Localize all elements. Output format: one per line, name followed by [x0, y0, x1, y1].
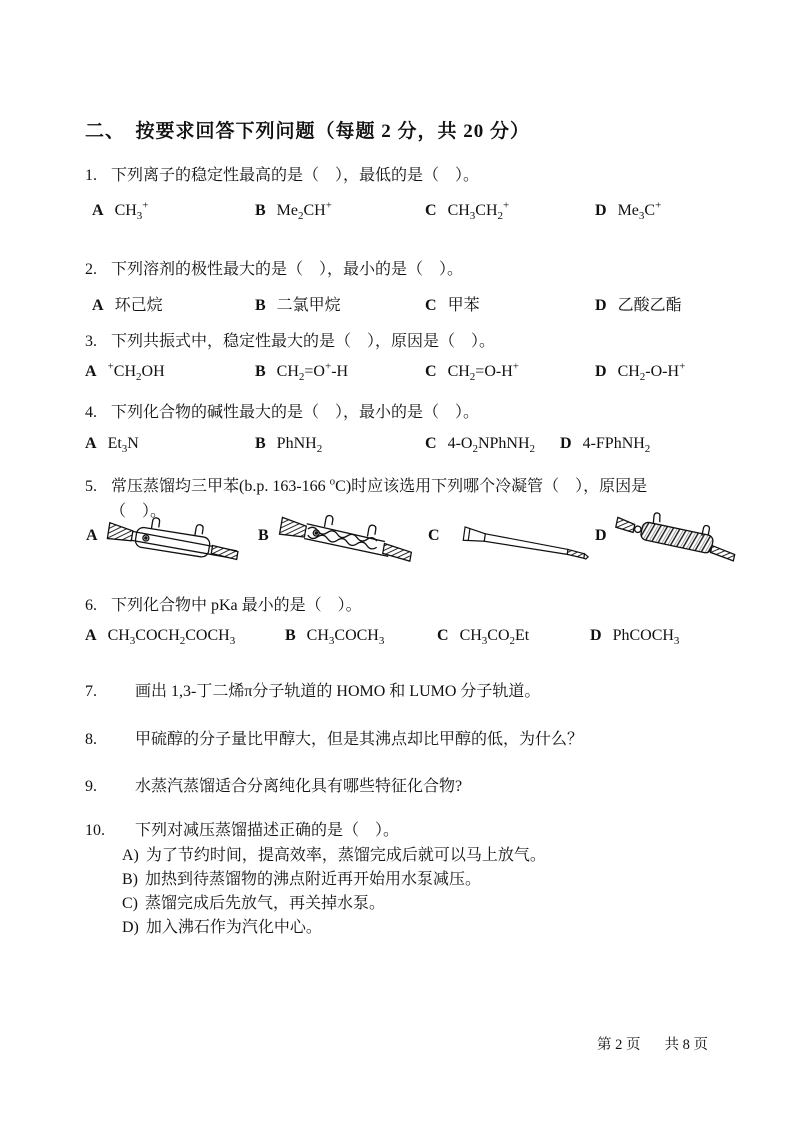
option-b	[255, 199, 332, 223]
question-10-option-d	[122, 914, 322, 937]
option-c-label: C	[425, 297, 437, 314]
option-c	[425, 435, 536, 456]
option-a	[85, 435, 139, 456]
question-7-number: 7.	[85, 683, 97, 700]
option-d-value: 乙酸乙酯	[617, 297, 682, 314]
option-b-label: B	[255, 297, 266, 314]
option-d	[560, 435, 651, 456]
option-c-label: C	[425, 202, 437, 219]
question-6-text: 下列化合物中 pKa 最小的是（ ）。	[111, 597, 362, 614]
option-a-value: $CH_3^+$	[114, 199, 149, 223]
option-b-value: PhNH$_2$	[276, 435, 323, 456]
question-4-text: 下列化合物的碱性最大的是（ ），最小的是（ ）。	[111, 404, 480, 421]
total-pages: 共 8 页	[664, 1037, 708, 1053]
option-a	[85, 627, 236, 648]
air-condenser-image	[454, 518, 590, 576]
option-b-text: 加热到待蒸馏物的沸点附近再开始用水泵减压。	[145, 871, 482, 888]
option-c	[425, 199, 510, 223]
question-9	[85, 773, 462, 796]
question-1-text: 下列离子的稳定性最高的是（ ），最低的是（ ）。	[111, 167, 480, 184]
option-d	[595, 360, 686, 384]
question-6-number: 6.	[85, 597, 97, 614]
question-7	[85, 678, 540, 701]
option-a-value: $CH_3COCH_2COCH_3$	[107, 627, 236, 648]
question-6	[85, 592, 362, 615]
page-footer	[597, 1033, 732, 1054]
allihn-condenser-image	[276, 512, 418, 576]
question-5-number: 5.	[85, 478, 97, 495]
option-b-value: $CH_3COCH_3$	[306, 627, 385, 648]
question-6-options	[85, 627, 745, 653]
option-c-marker: C)	[122, 895, 138, 912]
option-a-label: A	[85, 363, 97, 380]
option-b-value: $CH_2=O^+-H$	[276, 360, 349, 384]
option-a	[92, 292, 163, 315]
question-1	[85, 162, 479, 185]
question-9-text: 水蒸汽蒸馏适合分离纯化具有哪些特征化合物?	[135, 778, 463, 795]
option-b-value: $Me_2CH^+$	[276, 199, 332, 223]
option-a	[85, 360, 165, 384]
section-title: 二、 按要求回答下列问题（每题 2 分，共 20 分）	[85, 121, 531, 142]
question-10	[85, 817, 399, 840]
option-d-label: D	[595, 363, 607, 380]
option-b-label: B	[255, 363, 266, 380]
option-d	[590, 627, 680, 648]
option-b	[255, 360, 349, 384]
option-c-label: C	[425, 435, 437, 452]
option-d-text: 加入沸石作为汽化中心。	[145, 919, 322, 936]
question-4	[85, 399, 479, 422]
option-b-marker: B)	[122, 871, 138, 888]
question-4-options	[85, 435, 745, 461]
option-d-label: D	[595, 202, 607, 219]
question-7-text: 画出 1,3-丁二烯π分子轨道的 HOMO 和 LUMO 分子轨道。	[135, 683, 541, 700]
graham-condenser-image	[612, 512, 740, 576]
option-d	[595, 292, 682, 315]
question-10-text: 下列对减压蒸馏描述正确的是（ ）。	[135, 822, 400, 839]
option-a-label: A	[85, 435, 97, 452]
option-a-label: A	[92, 202, 104, 219]
condenser-b-label: B	[258, 527, 269, 544]
option-d-label: D	[560, 435, 572, 452]
option-c-value: $CH_2=O-H^+$	[447, 360, 519, 384]
question-5-text: 常压蒸馏均三甲苯(b.p. 163-166 $^o$C)时应该选用下列哪个冷凝管（ ），原因是	[111, 475, 648, 495]
option-d-value: $CH_2-O-H^+$	[617, 360, 686, 384]
question-2-number: 2.	[85, 261, 97, 278]
option-c	[425, 360, 519, 384]
question-3-text: 下列共振式中，稳定性最大的是（ ），原因是（ ）。	[111, 333, 496, 350]
option-d	[595, 199, 662, 223]
question-9-number: 9.	[85, 778, 97, 795]
question-8-text: 甲硫醇的分子量比甲醇大，但是其沸点却比甲醇的低，为什么？	[135, 731, 584, 748]
option-d-marker: D)	[122, 919, 139, 936]
question-3	[85, 328, 495, 351]
option-b-value: 二氯甲烷	[276, 297, 341, 314]
liebig-condenser-image	[104, 516, 244, 578]
option-d-value: $Me_3C^+$	[617, 199, 662, 223]
question-2-options	[85, 292, 745, 318]
option-d-label: D	[595, 297, 607, 314]
condenser-a-label: A	[86, 527, 98, 544]
option-c-value: $4-O_2NPhNH_2$	[447, 435, 536, 456]
option-c-value: $CH_3CO_2Et$	[459, 627, 530, 648]
option-b-label: B	[285, 627, 296, 644]
option-c-label: C	[437, 627, 449, 644]
option-c	[437, 627, 530, 648]
question-5	[85, 473, 647, 496]
option-c	[425, 292, 480, 315]
option-a-label: A	[92, 297, 104, 314]
question-1-options	[85, 199, 745, 228]
option-a-text: 为了节约时间，提高效率，蒸馏完成后就可以马上放气。	[145, 847, 546, 864]
question-10-option-c	[122, 890, 385, 913]
option-a-label: A	[85, 627, 97, 644]
option-b	[255, 435, 323, 456]
option-a-value: $^+CH_2OH$	[107, 360, 165, 384]
question-10-number: 10.	[85, 822, 105, 839]
question-2	[85, 256, 463, 279]
option-c-value: 甲苯	[447, 297, 480, 314]
page-number: 第 2 页	[597, 1037, 641, 1053]
condenser-d-label: D	[595, 527, 607, 544]
option-b	[255, 292, 341, 315]
option-d-label: D	[590, 627, 602, 644]
option-a-value: $Et_3N$	[107, 435, 139, 456]
question-10-option-b	[122, 866, 481, 889]
option-c-label: C	[425, 363, 437, 380]
option-c-text: 蒸馏完成后先放气，再关掉水泵。	[145, 895, 386, 912]
option-b	[285, 627, 385, 648]
option-c-value: $CH_3CH_2^+$	[447, 199, 510, 223]
question-8	[85, 726, 583, 749]
question-5-text-line2: （ ）。	[110, 503, 167, 520]
option-a	[92, 199, 149, 223]
condenser-c-label: C	[428, 527, 440, 544]
option-d-value: PhCOCH$_3$	[612, 627, 680, 648]
question-2-text: 下列溶剂的极性最大的是（ ），最小的是（ ）。	[111, 261, 464, 278]
option-b-label: B	[255, 202, 266, 219]
question-10-option-a	[122, 842, 546, 865]
question-4-number: 4.	[85, 404, 97, 421]
question-3-options	[85, 360, 745, 389]
option-a-marker: A)	[122, 847, 139, 864]
question-3-number: 3.	[85, 333, 97, 350]
question-1-number: 1.	[85, 167, 97, 184]
option-b-label: B	[255, 435, 266, 452]
option-d-value: 4-FPhNH$_2$	[582, 435, 651, 456]
question-8-number: 8.	[85, 731, 97, 748]
option-a-value: 环己烷	[114, 297, 163, 314]
